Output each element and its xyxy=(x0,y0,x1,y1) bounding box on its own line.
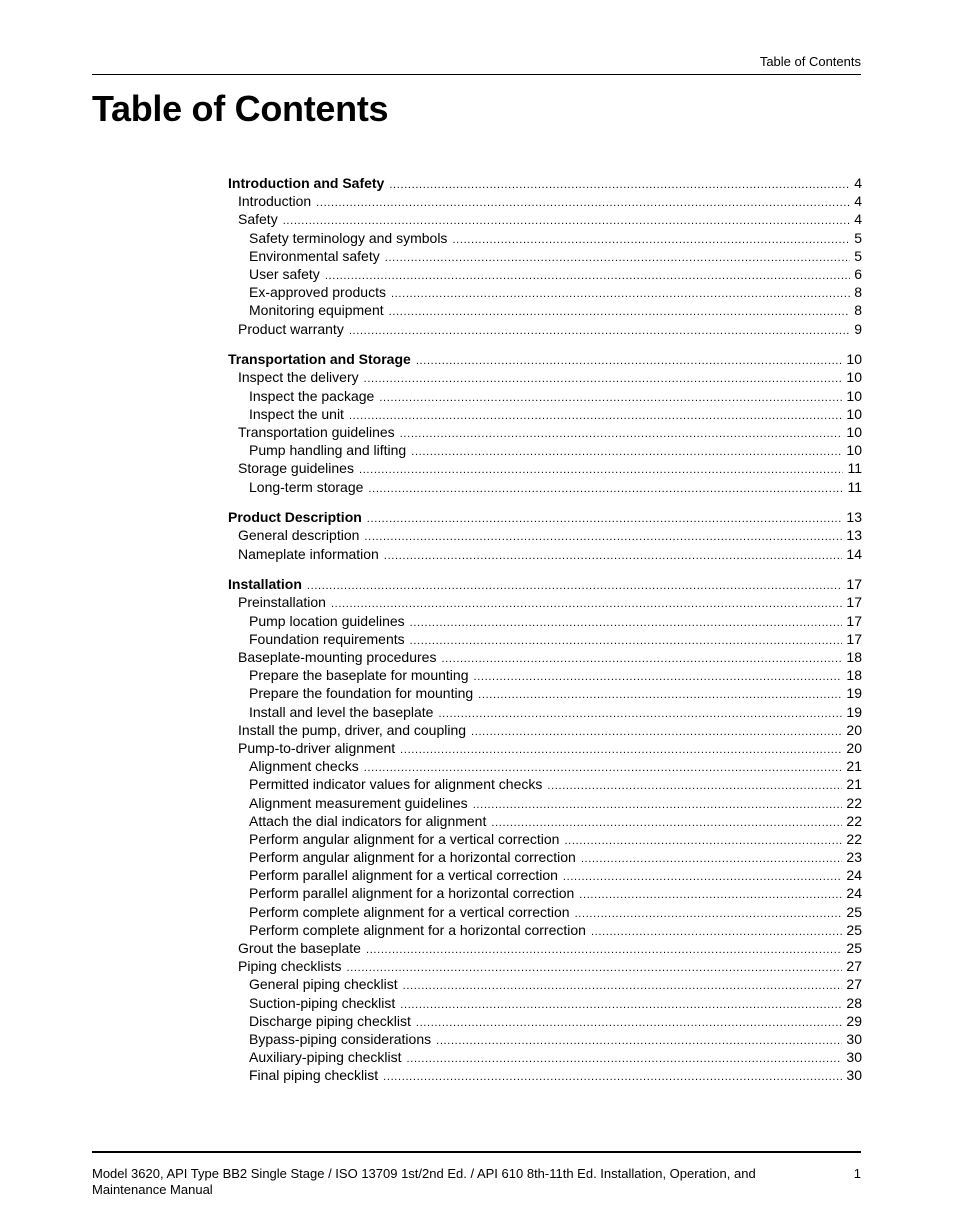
footer-divider xyxy=(92,1151,861,1153)
toc-entry[interactable] xyxy=(228,545,862,563)
toc-entry-page: 14 xyxy=(846,545,862,562)
toc-leader-dots xyxy=(547,777,842,795)
toc-entry-title: Piping checklists xyxy=(238,958,342,975)
header-divider xyxy=(92,74,861,75)
toc-entry-title: Perform angular alignment for a vertical correction xyxy=(249,830,560,847)
toc-entry[interactable] xyxy=(228,526,862,544)
toc-entry-title: Transportation guidelines xyxy=(238,423,395,440)
toc-entry-title: Inspect the delivery xyxy=(238,369,359,386)
toc-leader-dots xyxy=(441,650,842,668)
toc-leader-dots xyxy=(389,303,851,321)
toc-entry-page: 5 xyxy=(854,229,862,246)
toc-entry-title: Prepare the foundation for mounting xyxy=(249,685,474,702)
toc-leader-dots xyxy=(579,886,842,904)
toc-leader-dots xyxy=(403,977,843,995)
toc-leader-dots xyxy=(581,850,843,868)
toc-leader-dots xyxy=(452,231,850,249)
toc-entry-title: Introduction xyxy=(238,193,312,210)
toc-entry[interactable] xyxy=(228,1012,862,1030)
toc-leader-dots xyxy=(591,923,842,941)
toc-entry-title: Introduction and Safety xyxy=(228,175,385,191)
toc-entry[interactable] xyxy=(228,1030,862,1048)
toc-entry[interactable] xyxy=(228,478,862,496)
toc-entry-page: 17 xyxy=(846,630,862,647)
toc-leader-dots xyxy=(367,510,843,528)
toc-entry-title: General piping checklist xyxy=(249,976,398,993)
toc-leader-dots xyxy=(416,352,843,370)
toc-entry-title: Installation xyxy=(228,576,302,593)
toc-entry-page: 18 xyxy=(846,649,862,665)
toc-entry[interactable] xyxy=(228,684,862,702)
toc-entry-title: Nameplate information xyxy=(238,545,379,562)
toc-leader-dots xyxy=(411,443,842,461)
toc-entry-title: Product warranty xyxy=(238,320,344,337)
toc-entry-page: 4 xyxy=(854,193,862,210)
toc-leader-dots xyxy=(563,868,843,886)
toc-entry[interactable] xyxy=(228,884,862,902)
toc-leader-dots xyxy=(349,322,850,340)
toc-entry-page: 20 xyxy=(846,721,862,738)
toc-entry-page: 13 xyxy=(846,509,862,526)
toc-entry-title: Preinstallation xyxy=(238,594,326,611)
toc-entry-page: 4 xyxy=(854,175,862,191)
toc-leader-dots xyxy=(575,905,843,923)
toc-entry-title: Perform parallel alignment for a horizontal correction xyxy=(249,885,575,902)
toc-leader-dots xyxy=(407,1050,843,1068)
toc-entry-page: 30 xyxy=(846,1030,862,1047)
toc-entry-page: 28 xyxy=(846,994,862,1011)
toc-entry-page: 30 xyxy=(846,1049,862,1066)
toc-entry-title: Baseplate-mounting procedures xyxy=(238,649,437,665)
toc-entry-title: Alignment checks xyxy=(249,758,359,775)
toc-leader-dots xyxy=(473,668,842,686)
toc-entry[interactable] xyxy=(228,508,862,526)
toc-entry-page: 25 xyxy=(846,940,862,956)
toc-leader-dots xyxy=(478,686,842,704)
toc-entry[interactable] xyxy=(228,368,862,386)
toc-entry-page: 17 xyxy=(846,576,862,593)
toc-entry[interactable] xyxy=(228,848,862,866)
toc-entry-title: Product Description xyxy=(228,509,362,526)
toc-entry-page: 8 xyxy=(854,302,862,319)
toc-leader-dots xyxy=(383,1068,842,1086)
toc-entry-title: Foundation requirements xyxy=(249,630,405,647)
toc-entry[interactable] xyxy=(228,459,862,477)
toc-entry-title: Monitoring equipment xyxy=(249,302,384,319)
toc-entry[interactable] xyxy=(228,721,862,739)
toc-entry-page: 10 xyxy=(846,405,862,422)
toc-entry-page: 24 xyxy=(846,867,862,884)
toc-entry-title: Environmental safety xyxy=(249,247,380,264)
toc-leader-dots xyxy=(471,723,842,741)
toc-entry[interactable] xyxy=(228,612,862,630)
toc-entry-title: Install and level the baseplate xyxy=(249,703,434,720)
toc-entry[interactable] xyxy=(228,320,862,338)
toc-entry-title: Pump handling and lifting xyxy=(249,442,407,459)
toc-entry[interactable] xyxy=(228,229,862,247)
toc-leader-dots xyxy=(384,547,843,565)
toc-entry-page: 8 xyxy=(854,284,862,301)
toc-entry-title: General description xyxy=(238,527,360,544)
toc-entry-page: 10 xyxy=(846,442,862,459)
toc-entry[interactable] xyxy=(228,575,862,593)
toc-entry[interactable] xyxy=(228,666,862,684)
toc-leader-dots xyxy=(325,267,850,285)
toc-entry-page: 22 xyxy=(846,794,862,811)
toc-entry-page: 19 xyxy=(846,685,862,702)
toc-entry-page: 10 xyxy=(846,387,862,404)
toc-entry-title: Transportation and Storage xyxy=(228,351,411,368)
toc-entry[interactable] xyxy=(228,283,862,301)
toc-entry[interactable] xyxy=(228,423,862,441)
toc-entry-page: 9 xyxy=(854,320,862,337)
toc-entry[interactable] xyxy=(228,866,862,884)
toc-entry-title: Storage guidelines xyxy=(238,460,354,477)
toc-leader-dots xyxy=(391,285,850,303)
toc-entry-title: User safety xyxy=(249,265,320,282)
toc-entry[interactable] xyxy=(228,630,862,648)
toc-section xyxy=(228,350,862,496)
toc-leader-dots xyxy=(473,796,843,814)
toc-leader-dots xyxy=(364,528,842,546)
toc-entry-page: 13 xyxy=(846,527,862,544)
running-header: Table of Contents xyxy=(759,54,861,69)
toc-entry-page: 17 xyxy=(846,594,862,611)
toc-entry[interactable] xyxy=(228,405,862,423)
toc-leader-dots xyxy=(410,614,843,632)
toc-entry[interactable] xyxy=(228,265,862,283)
page-title: Table of Contents xyxy=(92,88,389,129)
toc-entry-title: Ex-approved products xyxy=(249,284,386,301)
toc-entry[interactable] xyxy=(228,939,862,957)
toc-entry-title: Inspect the package xyxy=(249,387,375,404)
toc-entry-title: Suction-piping checklist xyxy=(249,994,396,1011)
toc-leader-dots xyxy=(385,249,850,267)
toc-entry[interactable] xyxy=(228,775,862,793)
toc-entry-title: Perform angular alignment for a horizontal correction xyxy=(249,849,576,866)
toc-entry[interactable] xyxy=(228,739,862,757)
toc-entry[interactable] xyxy=(228,350,862,368)
toc-entry[interactable] xyxy=(228,247,862,265)
toc-entry-page: 21 xyxy=(846,776,862,793)
toc-entry[interactable] xyxy=(228,903,862,921)
toc-entry-page: 20 xyxy=(846,739,862,756)
toc-leader-dots xyxy=(400,996,842,1014)
toc-leader-dots xyxy=(438,705,842,723)
toc-entry[interactable] xyxy=(228,210,862,228)
toc-entry-title: Perform complete alignment for a horizontal correction xyxy=(249,921,586,938)
toc-leader-dots xyxy=(410,632,843,650)
toc-entry-title: Perform parallel alignment for a vertical correction xyxy=(249,867,558,884)
toc-entry-page: 22 xyxy=(846,812,862,829)
toc-section xyxy=(228,174,862,338)
toc-entry[interactable] xyxy=(228,648,862,666)
toc-entry-page: 17 xyxy=(846,612,862,629)
toc-entry-page: 24 xyxy=(846,885,862,902)
toc-entry[interactable] xyxy=(228,757,862,775)
toc-entry-page: 30 xyxy=(846,1067,862,1084)
toc-entry[interactable] xyxy=(228,387,862,405)
toc-leader-dots xyxy=(368,480,843,498)
toc-leader-dots xyxy=(564,832,842,850)
toc-entry-page: 5 xyxy=(854,247,862,264)
toc-leader-dots xyxy=(307,577,843,595)
toc-entry-title: Safety terminology and symbols xyxy=(249,229,448,246)
toc-entry-title: Pump location guidelines xyxy=(249,612,405,629)
footer-text: Model 3620, API Type BB2 Single Stage / ISO 13709 1st/2nd Ed. / API 610 8th-11th Ed. Installation, Operation, and Maintenance Manual xyxy=(92,1166,756,1197)
toc-leader-dots xyxy=(364,370,843,388)
toc-entry-title: Install the pump, driver, and coupling xyxy=(238,721,467,738)
toc-leader-dots xyxy=(347,959,843,977)
toc-entry-page: 11 xyxy=(847,460,862,477)
page-number: 1 xyxy=(853,1166,861,1181)
toc-entry[interactable] xyxy=(228,957,862,975)
toc-entry-title: Safety xyxy=(238,211,278,228)
toc-entry-page: 4 xyxy=(854,211,862,228)
toc-entry-title: Attach the dial indicators for alignment xyxy=(249,812,487,829)
toc-entry[interactable] xyxy=(228,1048,862,1066)
toc-leader-dots xyxy=(389,176,850,194)
toc-entry-title: Pump-to-driver alignment xyxy=(238,739,396,756)
toc-entry-page: 29 xyxy=(846,1012,862,1029)
toc-leader-dots xyxy=(436,1032,842,1050)
toc-entry-page: 19 xyxy=(846,703,862,720)
toc-entry-title: Prepare the baseplate for mounting xyxy=(249,667,469,684)
toc-entry-page: 22 xyxy=(846,830,862,847)
toc-entry-page: 25 xyxy=(846,903,862,920)
table-of-contents xyxy=(228,174,862,1097)
toc-entry[interactable] xyxy=(228,301,862,319)
toc-entry-page: 6 xyxy=(854,265,862,282)
toc-entry-page: 10 xyxy=(846,423,862,440)
toc-entry-page: 21 xyxy=(846,758,862,775)
toc-leader-dots xyxy=(349,407,842,425)
toc-entry-page: 23 xyxy=(846,849,862,866)
toc-entry[interactable] xyxy=(228,174,862,192)
toc-leader-dots xyxy=(379,389,842,407)
toc-entry[interactable] xyxy=(228,921,862,939)
toc-entry-title: Inspect the unit xyxy=(249,405,344,422)
toc-entry-title: Perform complete alignment for a vertical correction xyxy=(249,903,570,920)
toc-entry-page: 10 xyxy=(846,351,862,368)
toc-leader-dots xyxy=(416,1014,843,1032)
toc-entry[interactable] xyxy=(228,703,862,721)
toc-entry-page: 10 xyxy=(846,369,862,386)
toc-entry[interactable] xyxy=(228,830,862,848)
toc-entry-title: Auxiliary-piping checklist xyxy=(249,1049,402,1066)
toc-entry-title: Grout the baseplate xyxy=(238,940,361,956)
toc-entry-title: Alignment measurement guidelines xyxy=(249,794,468,811)
toc-entry[interactable] xyxy=(228,975,862,993)
toc-leader-dots xyxy=(366,941,842,959)
toc-entry[interactable] xyxy=(228,192,862,210)
toc-entry-page: 25 xyxy=(846,921,862,938)
toc-entry-title: Permitted indicator values for alignment checks xyxy=(249,776,543,793)
toc-leader-dots xyxy=(400,425,843,443)
toc-leader-dots xyxy=(400,741,842,759)
toc-leader-dots xyxy=(316,194,850,212)
toc-section xyxy=(228,575,862,1084)
toc-entry-page: 27 xyxy=(846,976,862,993)
toc-entry[interactable] xyxy=(228,1066,862,1084)
toc-entry-title: Final piping checklist xyxy=(249,1067,379,1084)
toc-entry-page: 27 xyxy=(846,958,862,975)
toc-leader-dots xyxy=(331,595,842,613)
toc-section xyxy=(228,508,862,563)
toc-entry[interactable] xyxy=(228,794,862,812)
toc-entry-title: Bypass-piping considerations xyxy=(249,1030,432,1047)
toc-leader-dots xyxy=(359,461,843,479)
toc-entry-page: 18 xyxy=(846,667,862,684)
toc-entry-title: Discharge piping checklist xyxy=(249,1012,411,1029)
toc-entry-page: 11 xyxy=(847,478,862,495)
toc-entry[interactable] xyxy=(228,593,862,611)
toc-entry[interactable] xyxy=(228,812,862,830)
toc-entry[interactable] xyxy=(228,994,862,1012)
toc-entry-title: Long-term storage xyxy=(249,478,364,495)
toc-entry[interactable] xyxy=(228,441,862,459)
